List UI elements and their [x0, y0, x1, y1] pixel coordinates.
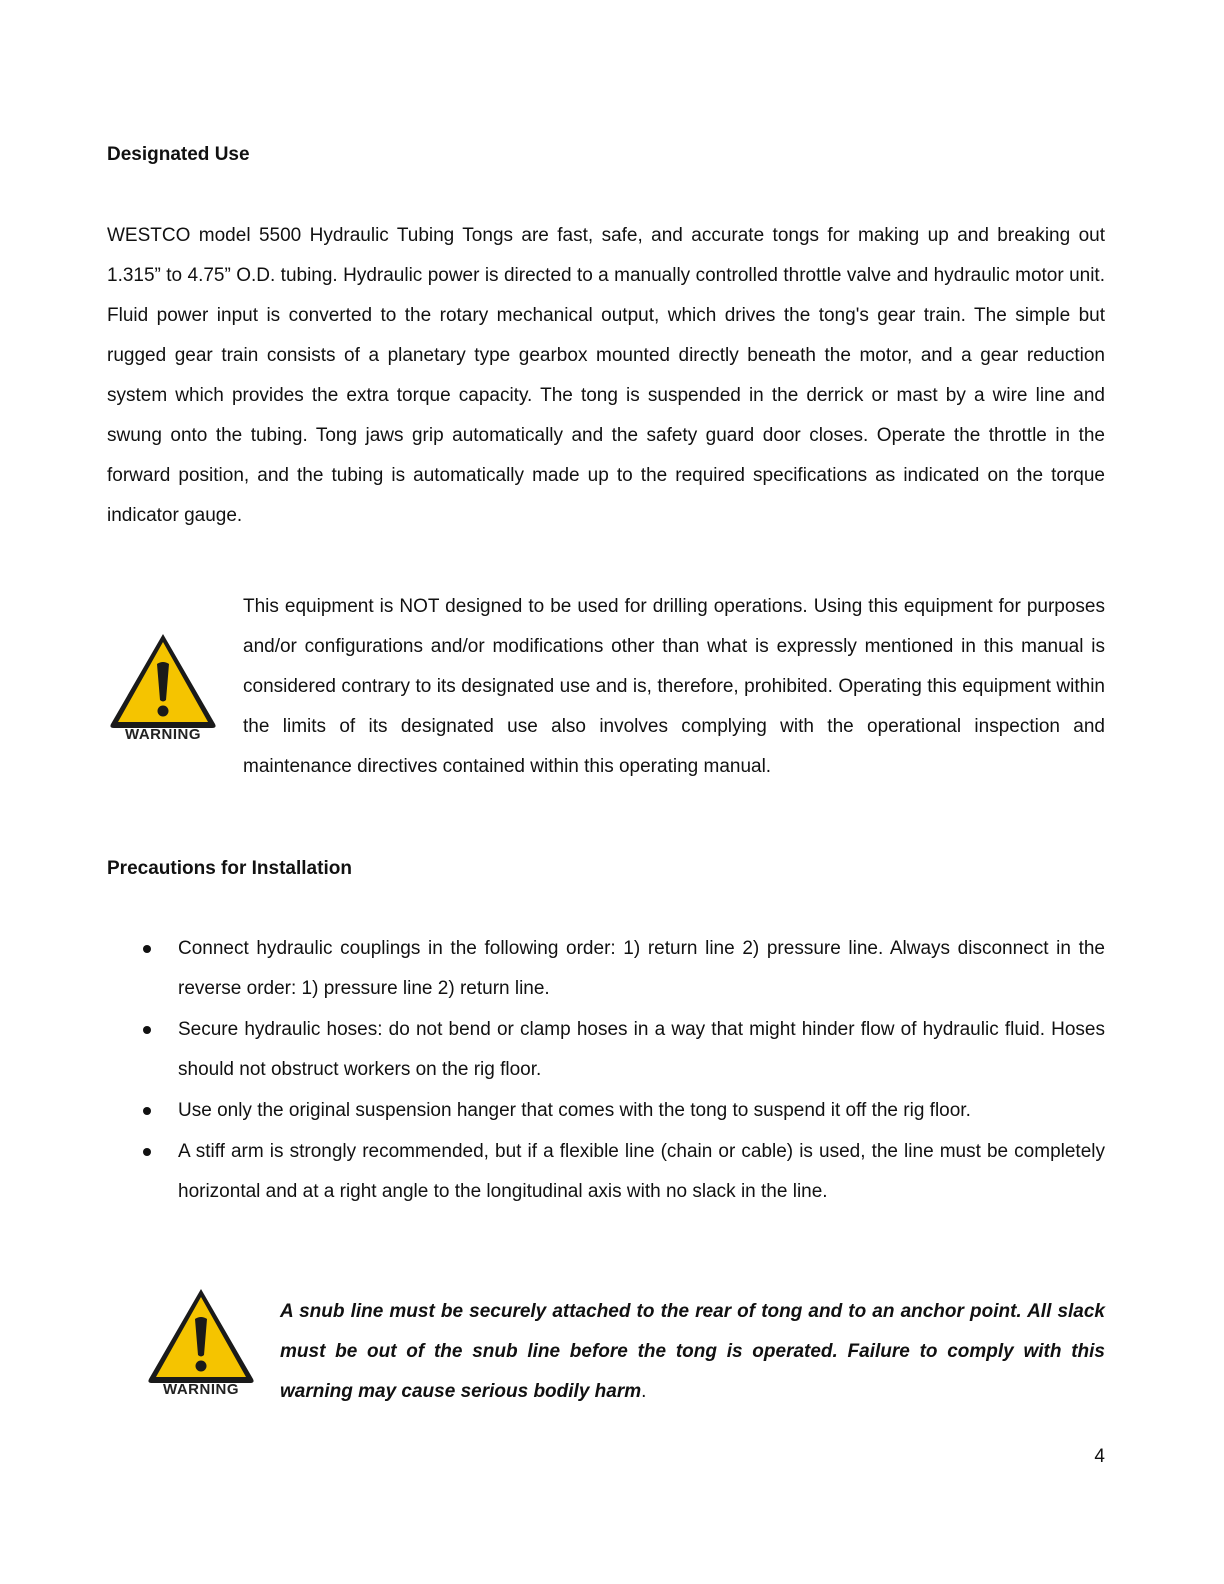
list-item-text: A stiff arm is strongly recommended, but if a flexible line (chain or cable) is used, the line must be completely horizontal and at a right angle to the longitudinal axis with no slack in the line.: [178, 1141, 1105, 1202]
list-item: [107, 1010, 1105, 1090]
designated-use-heading: Designated Use: [107, 144, 250, 165]
list-item-text: Secure hydraulic hoses: do not bend or clamp hoses in a way that might hinder flow of hydraulic fluid. Hoses should not obstruct workers on the rig floor.: [178, 1019, 1105, 1080]
bullet-icon: [143, 1026, 151, 1034]
page-number: 4: [1094, 1446, 1105, 1467]
warning-2-text-block: [280, 1292, 1105, 1412]
list-item-text: Connect hydraulic couplings in the following order: 1) return line 2) pressure line. Always disconnect in the reverse order: 1) pressure line 2) return line.: [178, 938, 1105, 999]
warning-2-text: A snub line must be securely attached to the rear of tong and to an anchor point. All slack must be out of the snub line before the tong is operated. Failure to comply with this warning may cause serious bodily harm: [280, 1301, 1105, 1402]
bullet-icon: [143, 945, 151, 953]
bullet-icon: [143, 1148, 151, 1156]
precautions-heading: Precautions for Installation: [107, 858, 352, 879]
warning-2-trailing: .: [641, 1381, 647, 1402]
bullet-icon: [143, 1107, 151, 1115]
designated-use-paragraph: WESTCO model 5500 Hydraulic Tubing Tongs are fast, safe, and accurate tongs for making up and breaking out 1.315” to 4.75” O.D. tubing. Hydraulic power is directed to a manually controlled throttle valve and hydraulic motor unit. Fluid power input is converted to the rotary mechanical output, which drives the tong's gear train. The simple but rugged gear train consists of a planetary type gearbox mounted directly beneath the motor, and a gear reduction system which provides the extra torque capacity. The tong is suspended in the derrick or mast by a wire line and swung onto the tubing. Tong jaws grip automatically and the safety guard door closes. Operate the throttle in the forward position, and the tubing is automatically made up to the required specifications as indicated on the torque indicator gauge.: [107, 225, 1105, 526]
warning-2-icon-group: [145, 1285, 257, 1398]
warning-triangle-icon: [107, 630, 219, 730]
warning-2-label: WARNING: [163, 1381, 239, 1398]
list-item-text: Use only the original suspension hanger that comes with the tong to suspend it off the rig floor.: [178, 1100, 971, 1121]
list-item: [107, 1132, 1105, 1212]
document-page: [107, 0, 1105, 1584]
warning-triangle-icon: [145, 1285, 257, 1385]
list-item: [107, 929, 1105, 1009]
precautions-list: [107, 929, 1105, 1213]
warning-1-text: This equipment is NOT designed to be used for drilling operations. Using this equipment for purposes and/or configurations and/or modifications other than what is expressly mentioned in this manual is considered contrary to its designated use and is, therefore, prohibited. Operating this equipment within the limits of its designated use also involves complying with the operational inspection and maintenance directives contained within this operating manual.: [243, 596, 1105, 777]
warning-1-icon-group: [107, 630, 219, 743]
list-item: [107, 1091, 1105, 1131]
warning-1-label: WARNING: [125, 726, 201, 743]
